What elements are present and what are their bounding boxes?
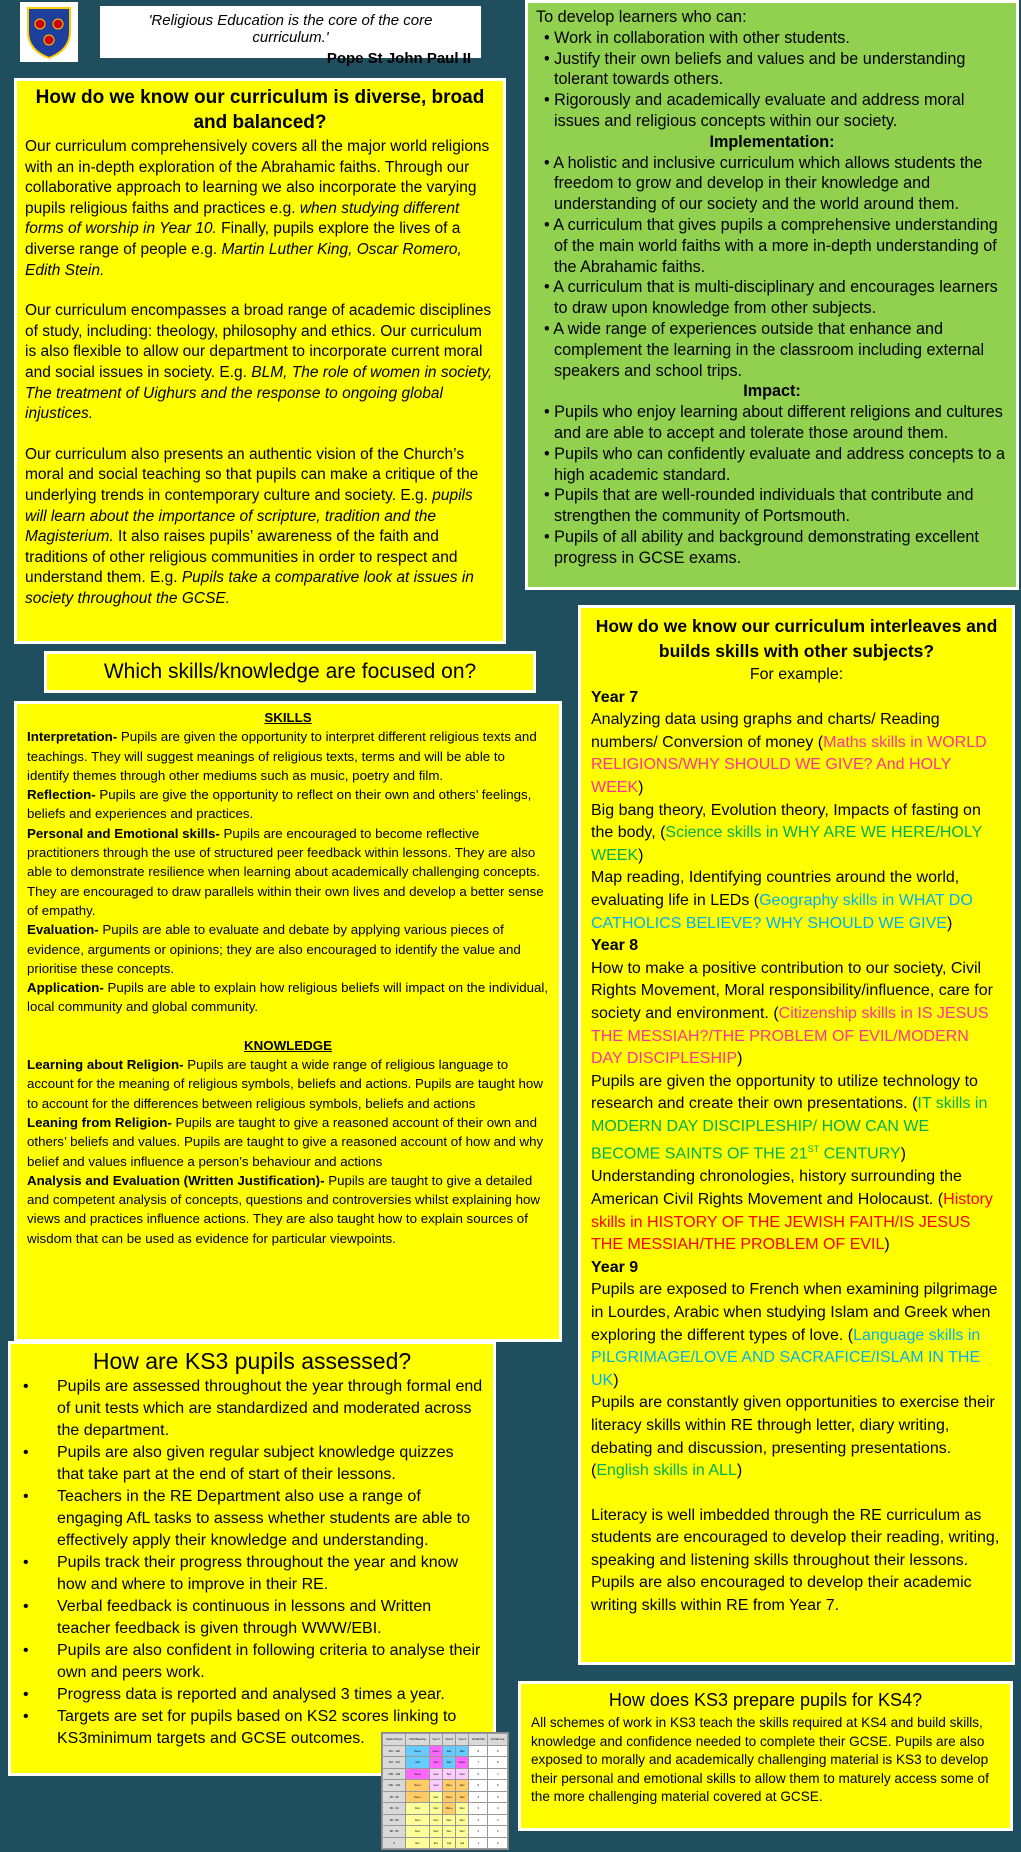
skills-heading: SKILLS: [264, 710, 312, 725]
knowledge-term: Analysis and Evaluation (Written Justification)-: [27, 1172, 325, 1188]
table-cell: Gen+: [429, 1745, 442, 1757]
table-cell: 5: [469, 1780, 488, 1792]
list-item: • Teachers in the RE Department also use a range of engaging AfL tasks to assess whether students are able to effectively apply their knowledge and understanding.: [21, 1486, 483, 1552]
year-7-science: [591, 800, 1002, 868]
table-cell: Sec+: [443, 1780, 456, 1792]
skill-text: Pupils are encouraged to become reflective practitioners through the use of structured peer feedback within lessons. They are also able to demonstrate resilience when learning about academically challenging concepts. They are encouraged to draw parallels within their own lives and develop a better sense of empathy.: [27, 825, 544, 918]
table-cell: Dev: [406, 1814, 430, 1826]
skill-term: Personal and Emotional skills-: [27, 825, 220, 841]
table-header-cell: Scaled Score: [383, 1734, 406, 1746]
text: ): [638, 778, 644, 796]
table-cell: Gen: [456, 1768, 469, 1780]
text: Big bang theory, Evolution theory, Impacts of fasting on the body, (: [591, 801, 981, 842]
intent-panel: [525, 0, 1019, 590]
text: ): [884, 1236, 890, 1254]
subject-link: History skills in HISTORY OF THE JEWISH FAITH/IS JESUS THE MESSIAH/THE PROBLEM OF EVIL: [591, 1190, 993, 1254]
year-7-heading: Year 7: [591, 688, 639, 706]
skill-text: Pupils are able to evaluate and debate by applying various pieces of evidence, arguments or opinions; they are also encouraged to identify the value and prioritise these concepts.: [27, 922, 521, 976]
table-cell: Dev: [406, 1826, 430, 1838]
year-8-it: [591, 1071, 1002, 1167]
knowledge-item: [27, 1055, 549, 1113]
year-9-language: [591, 1279, 1002, 1392]
table-cell: Dev: [429, 1791, 442, 1803]
table-cell: Dev: [456, 1803, 469, 1815]
knowledge-item: [27, 1113, 549, 1171]
skill-term: Interpretation-: [27, 729, 118, 745]
table-cell: Gen: [429, 1780, 442, 1792]
intent-bullet: • Rigorously and academically evaluate and address moral issues and religious concepts within our society.: [544, 91, 965, 130]
table-cell: Dev+: [406, 1791, 430, 1803]
knowledge-text: Pupils are taught to give a detailed and competent analysis of concepts, questions and controversies whilst explaining how views and practices influence actions. They are also taught how to explain sources of wisdom that can be used as evidence for particular viewpoints.: [27, 1172, 540, 1246]
subject-link: English skills in ALL: [596, 1462, 737, 1480]
knowledge-text: Pupils are taught a wide range of religious language to account for the meaning of religious symbols, beliefs and actions. Pupils are taught how to account for the differences between religious symbols, beliefs and actions: [27, 1057, 543, 1111]
subject-link: Geography skills in WHAT DO CATHOLICS BELIEVE? WHY SHOULD WE GIVE: [591, 891, 973, 932]
text: Understanding chronologies, history surrounding the American Civil Rights Movement and Holocaust. (: [591, 1168, 962, 1208]
ks3-list: [21, 1376, 483, 1750]
skill-item: [27, 978, 549, 1017]
text: ): [737, 1050, 743, 1068]
year-8-history: [591, 1166, 1002, 1256]
table-row: [383, 1791, 508, 1803]
diverse-paragraph-3: [25, 445, 495, 610]
table-cell: Adv: [443, 1745, 456, 1757]
table-cell: 7: [488, 1768, 508, 1780]
text: ): [736, 1462, 743, 1480]
text: Pupils are constantly given opportunities to exercise their literacy skills within RE through letter, diary writing, debating and discussion, presenting presentations. (: [591, 1394, 995, 1480]
diverse-panel: [14, 78, 506, 644]
implementation-bullet: • A holistic and inclusive curriculum which allows students the freedom to grow and develop in their knowledge and understanding of our society and the world around them.: [544, 153, 983, 214]
implementation-bullet: • A wide range of experiences outside that enhance and complement the learning in the classroom including external speakers and school trips.: [544, 319, 985, 380]
text: Our curriculum also presents an authentic vision of the Church’s moral and social teaching so that pupils can make a critique of the underlying trends in contemporary culture and society. E.g.: [25, 445, 479, 504]
table-cell: 6: [488, 1780, 508, 1792]
example: when studying different forms of worship in Year 10.: [25, 199, 460, 238]
diverse-title: How do we know our curriculum is diverse, broad and balanced?: [35, 87, 485, 133]
school-crest: [16, 2, 82, 62]
text: It also raises pupils’ awareness of the faith and traditions of other religious communities in order to respect and understand them. E.g.: [25, 528, 458, 587]
subject-link: Citizenship skills in IS JESUS THE MESSIAH?/THE PROBLEM OF EVIL/MODERN DAY DISCIPLESHIP: [591, 1004, 989, 1068]
table-row: [383, 1745, 508, 1757]
skill-item: [27, 824, 549, 920]
table-cell: 0: [383, 1837, 406, 1849]
table-row: [383, 1768, 508, 1780]
table-cell: Gen+: [456, 1757, 469, 1769]
skill-text: Pupils are give the opportunity to reflect on their own and others’ feelings, beliefs and experiences and practices.: [27, 787, 532, 822]
table-row: [383, 1837, 508, 1849]
text: ): [946, 914, 953, 932]
ks3-title: How are KS3 pupils assessed?: [92, 1348, 412, 1374]
list-item: • Pupils are also confident in following criteria to analyse their own and peers work.: [21, 1640, 483, 1684]
ks3-assessment-panel: [8, 1341, 496, 1776]
skills-title: Which skills/knowledge are focused on?: [44, 651, 536, 693]
text: ): [638, 846, 644, 864]
text: Pupils are exposed to French when examining pilgrimage in Lourdes, Arabic when studying Islam and Greek when exploring the different types of love. (: [591, 1281, 998, 1344]
implementation-bullet: • A curriculum that gives pupils a comprehensive understanding of the main world faiths with a more in-depth understanding of the Abrahamic faiths.: [544, 215, 998, 276]
table-cell: Dev: [429, 1826, 442, 1838]
example: pupils will learn about the importance of scripture, tradition and the Magisterium.: [25, 486, 473, 546]
skill-term: Evaluation-: [27, 922, 99, 938]
diverse-paragraph-1: [25, 137, 495, 281]
interleave-title: How do we know our curriculum interleaves and builds skills with other subjects?: [595, 616, 998, 661]
skill-term: Reflection-: [27, 787, 96, 803]
quote-author: Pope St John Paul II: [326, 50, 471, 67]
table-cell: 9: [488, 1745, 508, 1757]
table-cell: Dev: [406, 1803, 430, 1815]
table-cell: Adv: [456, 1745, 469, 1757]
text: Map reading, Identifying countries around the world, evaluating life in LEDs (: [591, 869, 960, 909]
skill-term: Application-: [27, 980, 104, 996]
table-cell: 7: [469, 1757, 488, 1769]
subject-link: CENTURY: [819, 1145, 901, 1163]
table-cell: 4: [469, 1791, 488, 1803]
table-cell: Sec: [456, 1791, 469, 1803]
table-cell: Gen: [429, 1757, 442, 1769]
implementation-heading: Implementation:: [709, 132, 835, 151]
text: Finally, pupils explore the lives of a diverse range of people e.g.: [25, 220, 461, 258]
table-cell: Dev: [456, 1814, 469, 1826]
table-cell: 6: [469, 1768, 488, 1780]
year-9-english: [591, 1392, 1002, 1482]
knowledge-text: Pupils are taught to give a reasoned account of their own and others’ beliefs and values. Pupils are taught to give a reasoned account of how and why belief and values influence a person’s behaviour and actions: [27, 1114, 544, 1169]
table-header-cell: Year 7: [429, 1734, 442, 1746]
year-7-geography: [591, 867, 1002, 935]
example: Martin Luther King, Oscar Romero, Edith Stein.: [25, 240, 462, 279]
table-cell: Gen+: [406, 1745, 430, 1757]
knowledge-term: Leaning from Religion-: [27, 1114, 172, 1130]
prep-text: All schemes of work in KS3 teach the skills required at KS4 and build skills, knowledge and confidence needed to complete their GCSE. Pupils are also exposed to morally and academically challenging material is KS3 to develop their personal and emotional skills to allow them to maturely access some of the more challenging material covered at GCSE.: [531, 1715, 989, 1804]
table-cell: Dev: [429, 1814, 442, 1826]
list-item: • Progress data is reported and analysed 3 times a year.: [21, 1684, 483, 1706]
table-cell: 4: [488, 1803, 508, 1815]
knowledge-item: [27, 1171, 549, 1248]
skill-item: [27, 785, 549, 824]
example: BLM, The role of women in society, The treatment of Uighurs and the response to ongoing global injustices.: [25, 363, 493, 423]
table-cell: 95 - 99: [383, 1791, 406, 1803]
intent-bullet: • Justify their own beliefs and values and be understanding tolerant towards others.: [544, 49, 966, 89]
list-item: • Targets are set for pupils based on KS2 scores linking to KS3minimum targets and GCSE outcomes.: [21, 1706, 483, 1750]
list-item: • Verbal feedback is continuous in lessons and Written teacher feedback is given through WWW/EBI.: [21, 1596, 483, 1640]
table-cell: Gen+: [406, 1768, 430, 1780]
text: Analyzing data using graphs and charts/ Reading numbers/ Conversion of money (: [591, 711, 940, 751]
table-cell: Dev: [456, 1826, 469, 1838]
list-item: • Pupils are assessed throughout the year through formal end of unit tests which are standardized and moderated across the department.: [21, 1376, 483, 1442]
ks4-prep-panel: [518, 1681, 1013, 1831]
table-header-cell: KS3 Baseline: [406, 1734, 430, 1746]
table-cell: 115 - 120: [383, 1745, 406, 1757]
text: Pupils are given the opportunity to utilize technology to research and create their own presentations. (: [591, 1072, 978, 1113]
list-item: • Pupils are also given regular subject knowledge quizzes that take part at the end of start of their lessons.: [21, 1442, 483, 1486]
table-cell: 80 - 85: [383, 1826, 406, 1838]
spacer: [27, 1017, 549, 1036]
targets-table: [381, 1732, 509, 1850]
spacer: [591, 1483, 1002, 1505]
diverse-paragraph-2: [25, 301, 495, 425]
table-cell: 105 - 109: [383, 1768, 406, 1780]
table-cell: 2: [488, 1826, 508, 1838]
table-cell: Dev+: [443, 1803, 456, 1815]
text: ): [613, 1371, 619, 1389]
interleave-panel: [578, 605, 1015, 1665]
table-header-row: [383, 1734, 508, 1746]
impact-bullet: • Pupils of all ability and background demonstrating excellent progress in GCSE exams.: [544, 527, 979, 567]
table-cell: 2: [488, 1837, 508, 1849]
table-cell: 5: [488, 1791, 508, 1803]
table-cell: Em: [406, 1837, 430, 1849]
subject-link: Language skills in PILGRIMAGE/LOVE AND SACRAFICE/ISLAM IN THE UK: [591, 1326, 981, 1389]
text: ): [900, 1145, 906, 1163]
table-row: [383, 1814, 508, 1826]
year-8-heading: Year 8: [591, 937, 639, 955]
table-cell: 2: [469, 1826, 488, 1838]
impact-bullet: • Pupils who can confidently evaluate and address concepts to a high academic standard.: [544, 444, 1006, 484]
knowledge-heading: KNOWLEDGE: [244, 1037, 332, 1053]
table-cell: 3: [488, 1814, 508, 1826]
table-row: [383, 1826, 508, 1838]
skill-text: Pupils are given the opportunity to interpret different religious texts and teachings. They will suggest meanings of religious texts, terms and will be able to identify themes through other mediums such as music, poetry and film.: [27, 729, 537, 783]
table-cell: Adv: [443, 1757, 456, 1769]
table-cell: 2: [469, 1814, 488, 1826]
table-cell: Gen: [429, 1768, 442, 1780]
table-cell: Sec+: [443, 1791, 456, 1803]
table-cell: Sec: [456, 1780, 469, 1792]
table-row: [383, 1803, 508, 1815]
table-cell: Sec+: [406, 1780, 430, 1792]
table-cell: 85 - 89: [383, 1814, 406, 1826]
subject-link: Maths skills in WORLD RELIGIONS/WHY SHOULD WE GIVE? And HOLY WEEK: [591, 733, 987, 796]
table-cell: 110 - 114: [383, 1757, 406, 1769]
crest-icon: [16, 2, 82, 62]
quote-box: [100, 6, 481, 67]
table-cell: 100 - 104: [383, 1780, 406, 1792]
skill-item: [27, 727, 549, 785]
intent-bullet: • Work in collaboration with other students.: [544, 28, 850, 47]
table-cell: 8: [488, 1757, 508, 1769]
year-7-maths: [591, 709, 1002, 799]
subject-link: Science skills in WHY ARE WE HERE/HOLY WEEK: [591, 824, 982, 864]
example: Pupils take a comparative look at issues in society throughout the GCSE.: [25, 569, 474, 607]
table-header-cell: GCSE Min: [469, 1734, 488, 1746]
table-header-cell: GCSE Asp: [488, 1734, 508, 1746]
text: Our curriculum encompasses a broad range of academic disciplines of study, including: theology, philosophy and ethics. Our curriculum is also flexible to allow our department to incorporate current moral and social issues in society. E.g.: [25, 302, 492, 381]
table-header-cell: Year 9: [456, 1734, 469, 1746]
table-cell: Apl: [443, 1837, 456, 1849]
table-cell: Dev: [443, 1814, 456, 1826]
table-cell: Adv: [406, 1757, 430, 1769]
table-cell: Sec: [443, 1768, 456, 1780]
text: How to make a positive contribution to our society, Civil Rights Movement, Moral responsibility/influence, care for society and environment. (: [591, 959, 993, 1022]
table-cell: Em: [429, 1837, 442, 1849]
table-header-cell: Year 8: [443, 1734, 456, 1746]
literacy-paragraph: Literacy is well imbedded through the RE curriculum as students are encouraged to develop their reading, writing, speaking and listening skills throughout their lessons. Pupils are also encouraged to develop their academic writing skills within RE from Year 7.: [591, 1506, 1000, 1615]
implementation-bullet: • A curriculum that is multi-disciplinary and encourages learners to draw upon knowledge from other subjects.: [544, 278, 998, 318]
intent-intro: To develop learners who can:: [536, 8, 747, 26]
table-cell: 3: [469, 1803, 488, 1815]
table-cell: Apl: [456, 1837, 469, 1849]
skill-item: [27, 920, 549, 978]
table-cell: 1: [469, 1837, 488, 1849]
impact-heading: Impact:: [743, 382, 801, 401]
table-cell: 8: [469, 1745, 488, 1757]
list-item: • Pupils track their progress throughout the year and know how and where to improve in their RE.: [21, 1552, 483, 1596]
prep-title: How does KS3 prepare pupils for KS4?: [608, 1690, 923, 1710]
year-9-heading: Year 9: [591, 1258, 639, 1276]
interleave-subtitle: For example:: [749, 666, 844, 683]
year-8-citizenship: [591, 958, 1002, 1071]
superscript: ST: [807, 1144, 820, 1155]
skills-panel: [14, 701, 562, 1342]
quote-text: 'Religious Education is the core of the core curriculum.': [148, 12, 433, 46]
subject-link: IT skills in MODERN DAY DISCIPLESHIP/ HOW CAN WE BECOME SAINTS OF THE 21: [591, 1095, 988, 1163]
impact-bullet: • Pupils who enjoy learning about different religions and cultures and are able to accept and tolerate those around them.: [544, 403, 1003, 442]
table-row: [383, 1780, 508, 1792]
knowledge-term: Learning about Religion-: [27, 1057, 184, 1073]
table-cell: Dev: [443, 1826, 456, 1838]
text: Our curriculum comprehensively covers all the major world religions with an in-depth exploration of the Abrahamic faiths. Through our collaborative approach to learning we also incorporate the varying pupils religious faiths and practices e.g.: [25, 138, 490, 217]
skill-text: Pupils are able to explain how religious beliefs will impact on the individual, local community and global community.: [27, 980, 549, 1015]
table-cell: 90 - 94: [383, 1803, 406, 1815]
table-row: [383, 1757, 508, 1769]
table-cell: Dev: [429, 1803, 442, 1815]
impact-bullet: • Pupils that are well-rounded individuals that contribute and strengthen the community of Portsmouth.: [544, 486, 974, 526]
targets-table-grid: [382, 1733, 508, 1849]
